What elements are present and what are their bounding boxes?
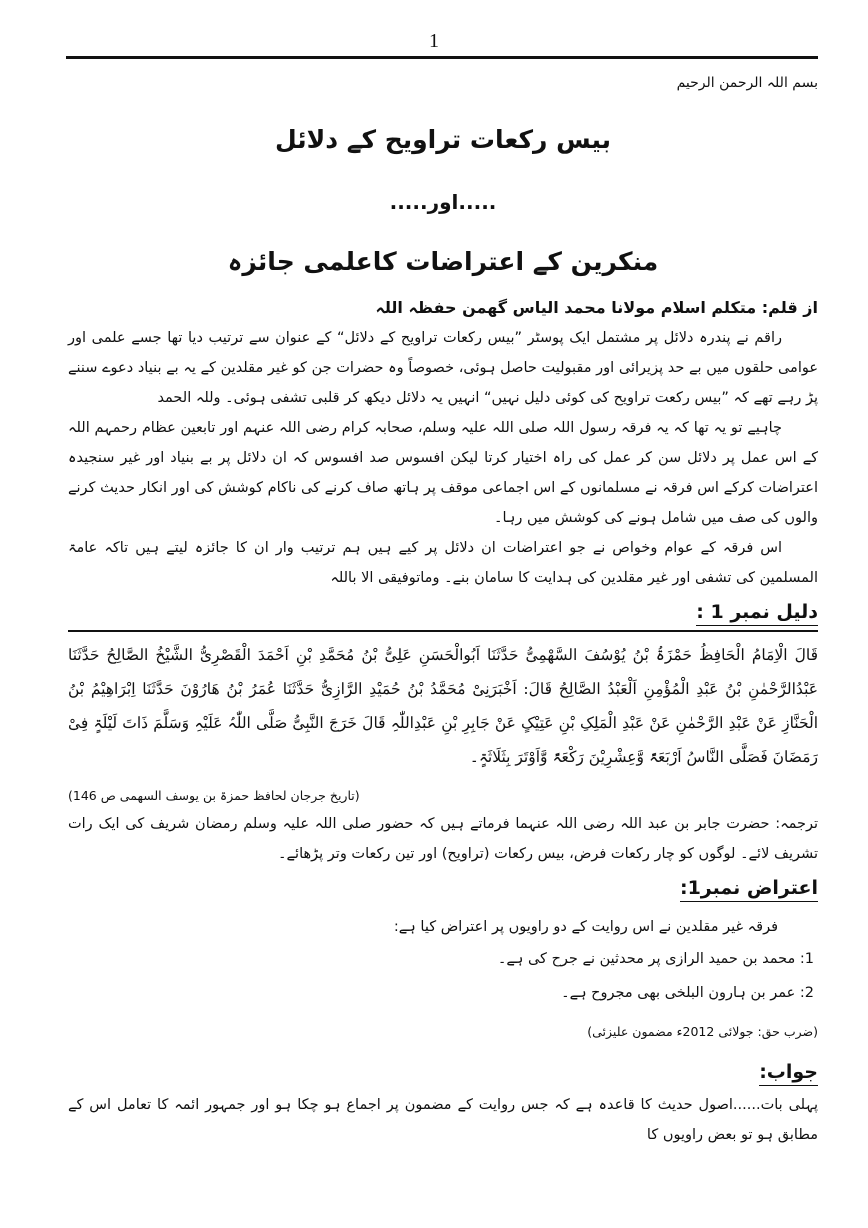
page-number: 1 [429, 30, 439, 52]
intro-paragraph-3: اس فرقہ کے عوام وخواص نے جو اعتراضات ان دلائل پر کیے ہیں ہم ترتیب وار ان کا جائزہ لیتے ہیں تاکہ عامۃ المسلمین کی تشفی اور غیر مقلدین کی ہدایت کا سامان بنے۔ وماتوفیقی الا باللہ [68, 540, 818, 586]
header-rule [66, 56, 818, 59]
hadith-source: (تاریخ جرجان لحافظ حمزۃ بن یوسف السھمی ص 146) [68, 787, 360, 803]
evidence-heading: دلیل نمبر 1 : [696, 601, 818, 626]
answer-first-line: پہلی بات......اصول حدیث کا قاعدہ ہے کہ جس روایت کے مضمون پر اجماع ہو چکا ہو اور جمہور ائمہ کا تعامل اس کے مطابق ہو تو بعض راویوں کا [68, 1096, 818, 1143]
answer-heading: جواب: [759, 1061, 818, 1086]
title-and: .....اور..... [389, 190, 497, 214]
hadith-translation: ترجمہ: حضرت جابر بن عبد اللہ رضی اللہ عنہما فرماتے ہیں کہ حضور صلی اللہ علیہ وسلم رمضان شریف کی ایک رات تشریف لائے۔ لوگوں کو چار رکعات فرض، بیس رکعات (تراویح) اور تین رکعات وتر پڑھائے۔ [68, 815, 818, 862]
objection-reference: (ضرب حق: جولائی 2012ء مضمون علیزئی) [587, 1023, 818, 1039]
list-item: 2: عمر بن ہارون البلخی بھی مجروح ہے۔ [561, 984, 814, 1001]
list-item: 1: محمد بن حمید الرازی پر محدثین نے جرح کی ہے۔ [497, 950, 814, 967]
objection-intro: فرقہ غیر مقلدین نے اس روایت کے دو راویوں پر اعتراض کیا ہے: [393, 918, 778, 935]
intro-paragraph-1: راقم نے پندرہ دلائل پر مشتمل ایک پوسٹر ”بیس رکعات تراویح کے دلائل“ کے عنوان سے ترتیب دیا تھا جسے علمی اور عوامی حلقوں میں بے حد پزیرائی اور مقبولیت حاصل ہوئی، خصوصاً وہ حضرات جن کو غیر مقلدین کے یہ بے بنیاد دعوے سننے پڑ رہے تھے کہ ”بیس رکعت تراویح کی کوئی دلیل نہیں“ انہیں یہ دلائل دیکھ کر قلبی تشفی ہوئی۔ وللہ الحمد [68, 330, 818, 406]
objection-heading: اعتراض نمبر1: [680, 877, 818, 902]
intro-paragraph-2: چاہیے تو یہ تھا کہ یہ فرقہ رسول اللہ صلی اللہ علیہ وسلم، صحابہ کرام رضی اللہ عنہم اور تابعین عظام رحمہم اللہ کے اس عمل پر دلائل سن کر عمل کی راہ اختیار کرتا لیکن افسوس صد افسوس کہ ان دلائل پر بے بنیاد اور غیر سنجیدہ اعتراضات کرکے اس فرقہ نے مسلمانوں کے اس اجماعی موقف پر ہاتھ صاف کرنے کی ناکام کوشش کی اور انکار حدیث کرنے والوں کی صف میں شامل ہونے کی کوشش میں رہا۔ [68, 420, 818, 526]
arabic-hadith-text: قَالَ الْاِمَامُ الْحَافِظُ حَمْزَۃُ بْنُ یُوْسُفَ السَّھْمِیُّ حَدَّثَنَا اَبُوالْحَسَنِ عَلِیُّ بْنُ مُحَمَّدِ بْنِ اَحْمَدَ الْقَصْرِیُّ الشَّیْخُ الصَّالِحُ حَدَّثَنَا عَبْدُالرَّحْمٰنِ بْنُ عَبْدِ الْمُؤْمِنِ اَلْعَبْدُ الصَّالِحُ قَالَ: اَخْبَرَنِیْ مُحَمَّدُ بْنُ حُمَیْدِ الرَّازِیُّ حَدَّثَنَا عُمَرُ بْنُ ھَارُوْنَ حَدَّثَنَا اِبْرَاھِیْمُ بْنُ الْحَنَّازِ عَنْ عَبْدِ الرَّحْمٰنِ عَنْ عَبْدِ الْمَلِکِ بْنِ عَتِیْکٍ عَنْ جَابِرِ بْنِ عَبْدِاللّٰہِ قَالَ خَرَجَ النَّبِیُّ صَلَّی اللّٰہُ عَلَیْہِ وَسَلَّمَ ذَاتَ لَیْلَۃٍ فِیْ رَمَضَانَ فَصَلَّی النَّاسُ اَرْبَعَۃً وَّعِشْرِیْنَ رَکْعَۃً وَّاَوْتَرَ بِثَلَاثَۃٍ۔ [68, 645, 818, 766]
page-content [68, 64, 818, 1150]
author-line: از قلم: متکلم اسلام مولانا محمد الیاس گھمن حفظہ اللہ [375, 298, 818, 317]
title-sub: منکرین کے اعتراضات کاعلمی جائزہ [227, 247, 659, 276]
objection-list [68, 942, 818, 1010]
bismillah: بسم اللہ الرحمن الرحیم [676, 75, 818, 91]
title-main: بیس رکعات تراویح کے دلائل [274, 125, 612, 154]
evidence-rule [68, 630, 818, 632]
